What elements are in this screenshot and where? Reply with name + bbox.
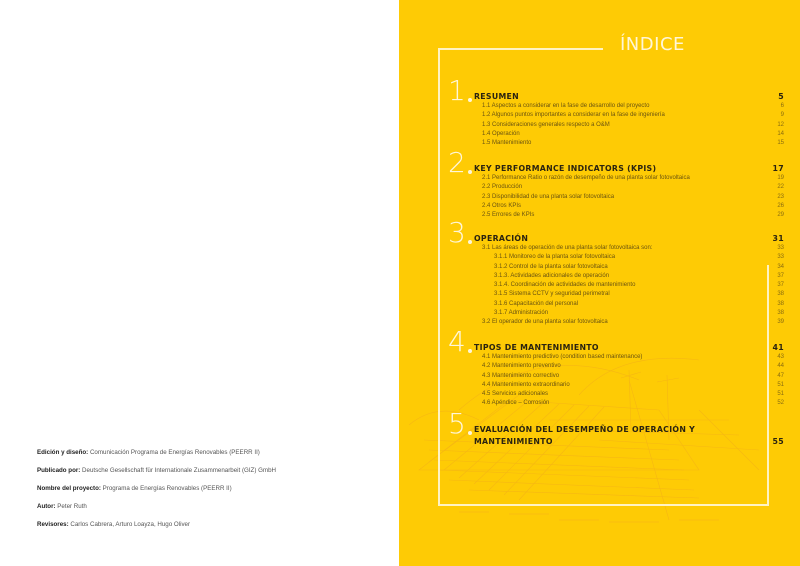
toc-subentry[interactable] <box>482 253 784 262</box>
toc-entries <box>482 244 784 328</box>
section-page: 41 <box>772 343 784 352</box>
entry-label: 4.1 Mantenimiento predictivo (condition based maintenance) <box>482 354 643 360</box>
section-title: KEY PERFORMANCE INDICATORS (KPIS) <box>474 164 657 173</box>
section-number: 1 <box>448 74 466 107</box>
toc-entry[interactable] <box>482 244 784 253</box>
toc-entry[interactable] <box>482 211 784 220</box>
entry-page: 38 <box>777 291 784 298</box>
bullet-dot-icon <box>468 349 472 353</box>
credit-publisher <box>37 466 377 484</box>
credit-author <box>37 502 377 520</box>
section-number: 3 <box>448 216 466 249</box>
entry-page: 37 <box>777 272 784 279</box>
entry-label: 1.2 Algunos puntos importantes a considerar en la fase de ingeniería <box>482 112 665 119</box>
credit-label: Publicado por: <box>37 467 81 474</box>
entry-page: 15 <box>777 140 784 147</box>
entry-label: 2.1 Performance Ratio o razón de desempeño de una planta solar fotovoltaica <box>482 175 690 181</box>
toc-entry[interactable] <box>482 174 784 183</box>
section-heading[interactable] <box>474 92 784 101</box>
left-page <box>0 0 399 566</box>
page-title: ÍNDICE <box>620 34 685 55</box>
toc-entry[interactable] <box>482 381 784 390</box>
toc-subentry[interactable] <box>482 309 784 318</box>
toc-entry[interactable] <box>482 139 784 148</box>
credit-label: Autor: <box>37 503 56 510</box>
toc-entry[interactable] <box>482 372 784 381</box>
entry-page: 38 <box>777 310 784 317</box>
entry-label: 1.4 Operación <box>482 130 520 137</box>
credit-project <box>37 484 377 502</box>
entry-page: 43 <box>777 354 784 360</box>
entry-page: 44 <box>777 363 784 370</box>
toc-subentry[interactable] <box>482 263 784 272</box>
entry-label: 2.3 Disponibilidad de una planta solar fotovoltaica <box>482 193 615 200</box>
entry-label: 3.1.7 Administración <box>494 310 549 317</box>
credit-reviewers <box>37 520 377 538</box>
toc-entry[interactable] <box>482 111 784 120</box>
entry-label: 4.3 Mantenimiento correctivo <box>482 372 560 379</box>
entry-label: 4.6 Apéndice – Corrosión <box>482 400 550 407</box>
credit-label: Nombre del proyecto: <box>37 485 101 492</box>
entry-page: 22 <box>777 184 784 191</box>
toc-entries <box>482 174 784 220</box>
section-title: OPERACIÓN <box>474 234 529 243</box>
section-number: 4 <box>448 325 466 358</box>
frame-line-left <box>438 48 440 505</box>
toc-entry[interactable] <box>482 193 784 202</box>
toc-subentry[interactable] <box>482 281 784 290</box>
entry-page: 33 <box>777 245 784 251</box>
frame-line-bottom <box>438 504 769 506</box>
toc-entry[interactable] <box>482 318 784 327</box>
entry-label: 4.2 Mantenimiento preventivo <box>482 363 561 370</box>
entry-page: 9 <box>780 112 784 119</box>
toc-entry[interactable] <box>482 390 784 399</box>
toc-entry[interactable] <box>482 102 784 111</box>
entry-page: 47 <box>777 372 784 379</box>
credit-edition <box>37 448 377 466</box>
entry-label: 3.1.2 Control de la planta solar fotovoltaica <box>494 263 608 270</box>
entry-page: 37 <box>777 282 784 289</box>
section-title <box>474 425 773 446</box>
credit-value: Deutsche Gesellschaft für Internationale Zusammenarbeit (GIZ) GmbH <box>80 467 276 474</box>
section-page: 17 <box>772 164 784 173</box>
frame-line-top <box>438 48 603 50</box>
entry-label: 3.1.5 Sistema CCTV y seguridad perimetral <box>494 291 610 298</box>
bullet-dot-icon <box>468 240 472 244</box>
entry-page: 51 <box>777 381 784 388</box>
entry-page: 29 <box>777 212 784 219</box>
entry-page: 39 <box>777 319 784 326</box>
section-number: 5 <box>448 407 466 440</box>
section-title-line-1: EVALUACIÓN DEL DESEMPEÑO DE OPERACIÓN Y <box>474 425 696 434</box>
toc-entry[interactable] <box>482 202 784 211</box>
section-title: RESUMEN <box>474 92 519 101</box>
entry-page: 38 <box>777 300 784 307</box>
entry-page: 6 <box>780 103 784 109</box>
entry-label: 3.1 Las áreas de operación de una planta solar fotovoltaica son: <box>482 245 653 251</box>
toc-entry[interactable] <box>482 362 784 371</box>
entry-page: 12 <box>777 121 784 128</box>
section-page: 31 <box>772 234 784 243</box>
entry-label: 3.1.4. Coordinación de actividades de mantenimiento <box>494 282 636 289</box>
section-title: TIPOS DE MANTENIMIENTO <box>474 343 599 352</box>
section-heading[interactable] <box>474 234 784 243</box>
bullet-dot-icon <box>468 170 472 174</box>
section-title-line-2: MANTENIMIENTO <box>474 437 553 446</box>
section-heading[interactable] <box>474 425 784 446</box>
entry-page: 51 <box>777 391 784 398</box>
toc-entry[interactable] <box>482 121 784 130</box>
entry-label: 4.4 Mantenimiento extraordinario <box>482 381 570 388</box>
toc-entry[interactable] <box>482 399 784 408</box>
entry-label: 2.4 Otros KPIs <box>482 202 522 209</box>
bullet-dot-icon <box>468 98 472 102</box>
toc-subentry[interactable] <box>482 272 784 281</box>
entry-page: 19 <box>777 175 784 181</box>
credit-value: Comunicación Programa de Energías Renovables (PEERR II) <box>88 449 260 456</box>
entry-page: 52 <box>777 400 784 407</box>
toc-entry[interactable] <box>482 183 784 192</box>
entry-page: 26 <box>777 202 784 209</box>
entry-page: 14 <box>777 130 784 137</box>
toc-subentry[interactable] <box>482 300 784 309</box>
toc-entry[interactable] <box>482 353 784 362</box>
section-heading[interactable] <box>474 343 784 352</box>
toc-subentry[interactable] <box>482 290 784 299</box>
entry-label: 1.1 Aspectos a considerar en la fase de desarrollo del proyecto <box>482 103 650 109</box>
toc-entry[interactable] <box>482 130 784 139</box>
credit-label: Revisores: <box>37 521 69 528</box>
entry-page: 34 <box>777 263 784 270</box>
section-page: 55 <box>772 437 784 446</box>
entry-label: 1.5 Mantenimiento <box>482 140 532 147</box>
entry-page: 23 <box>777 193 784 200</box>
credits-block <box>37 448 377 538</box>
credit-value: Carlos Cabrera, Arturo Loayza, Hugo Oliver <box>68 521 191 528</box>
entry-label: 3.1.6 Capacitación del personal <box>494 300 579 307</box>
credit-value: Peter Ruth <box>55 503 87 510</box>
credit-label: Edición y diseño: <box>37 449 89 456</box>
entry-page: 33 <box>777 254 784 261</box>
entry-label: 3.1.3. Actividades adicionales de operación <box>494 272 610 279</box>
credit-value: Programa de Energías Renovables (PEERR II) <box>100 485 232 492</box>
section-heading[interactable] <box>474 164 784 173</box>
entry-label: 2.5 Errores de KPIs <box>482 212 535 219</box>
toc-entries <box>482 102 784 148</box>
section-page: 5 <box>778 92 784 101</box>
toc-entries <box>482 353 784 409</box>
entry-label: 3.2 El operador de una planta solar fotovoltaica <box>482 319 608 326</box>
section-number: 2 <box>448 146 466 179</box>
entry-label: 3.1.1 Monitoreo de la planta solar fotovoltaica <box>494 254 616 261</box>
entry-label: 1.3 Consideraciones generales respecto a O&M <box>482 121 610 128</box>
bullet-dot-icon <box>468 431 472 435</box>
toc-page <box>399 0 800 566</box>
entry-label: 4.5 Servicios adicionales <box>482 391 549 398</box>
entry-label: 2.2 Producción <box>482 184 523 191</box>
